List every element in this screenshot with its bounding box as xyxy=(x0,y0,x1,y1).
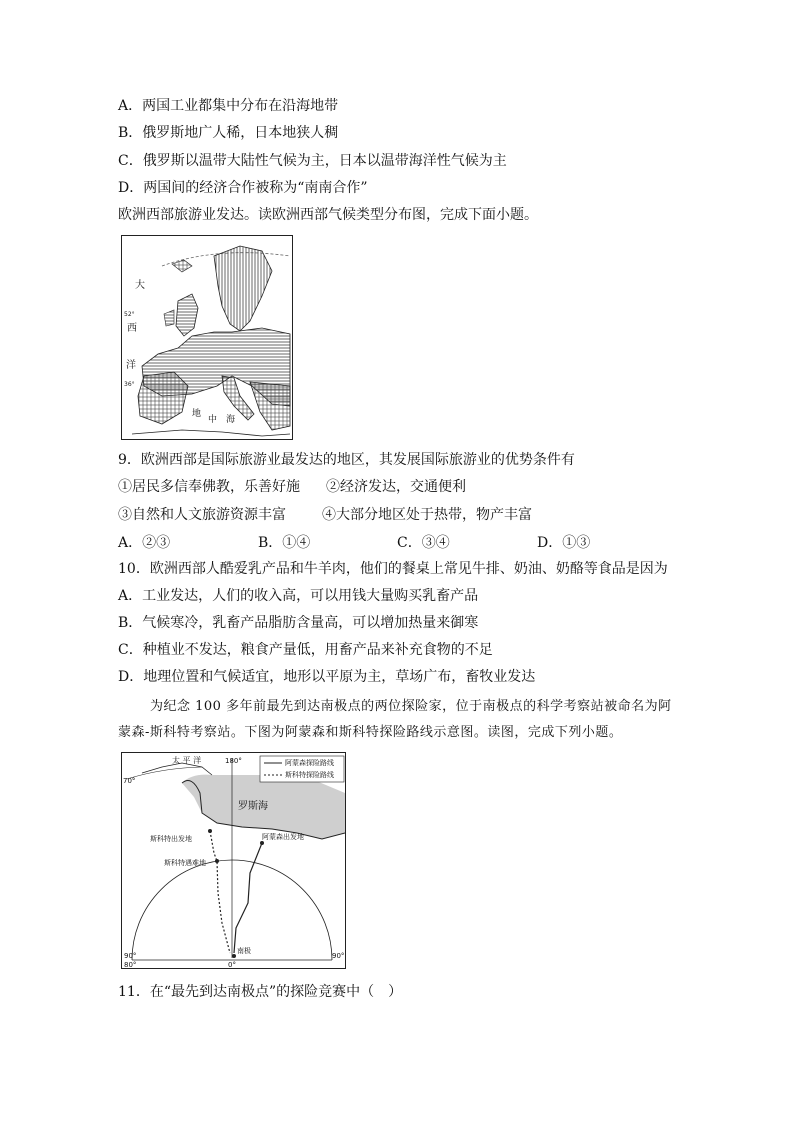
q9-item-4: ④大部分地区处于热带，物产丰富 xyxy=(322,507,532,523)
q9-choice-d: D．①③ xyxy=(537,535,591,551)
map2-lat-70: 70° xyxy=(123,777,136,785)
option-b: B．俄罗斯地广人稀，日本地狭人稠 xyxy=(118,125,339,141)
map2-ocean-label: 太 平 洋 xyxy=(172,756,202,765)
option-a: A．两国工业都集中分布在沿海地带 xyxy=(118,98,339,114)
q9-stem: 9．欧洲西部是国际旅游业最发达的地区，其发展国际旅游业的优势条件有 xyxy=(118,452,575,468)
q9-choice-a: A．②③ xyxy=(118,535,171,551)
antarctic-map-drawing xyxy=(122,753,345,968)
intro-antarctic-line1: 为纪念 100 多年前最先到达南极点的两位探险家，位于南极点的科学考察站被命名为阿 xyxy=(150,699,672,714)
q10-option-c: C．种植业不发达，粮食产量低，用畜产品来补充食物的不足 xyxy=(118,642,493,658)
intro-europe: 欧洲西部旅游业发达。读欧洲西部气候类型分布图，完成下面小题。 xyxy=(118,207,538,223)
map1-label-da: 大 xyxy=(135,280,145,291)
q10-option-a: A．工业发达，人们的收入高，可以用钱大量购买乳畜产品 xyxy=(118,588,479,604)
option-c: C．俄罗斯以温带大陆性气候为主，日本以温带海洋性气候为主 xyxy=(118,153,507,169)
map1-label-yang: 洋 xyxy=(126,360,136,371)
europe-climate-map xyxy=(121,235,293,440)
intro-antarctic-line2: 蒙森-斯科特考察站。下图为阿蒙森和斯科特探险路线示意图。读图，完成下列小题。 xyxy=(118,725,623,740)
q9-choice-c: C．③④ xyxy=(397,535,450,551)
q9-choice-b: B．①④ xyxy=(258,535,311,551)
map2-lon-90-left: 90° xyxy=(124,952,137,960)
europe-map-drawing xyxy=(122,236,292,439)
amundsen-start-label: 阿蒙森出发地 xyxy=(262,833,304,841)
scott-start-label: 斯科特出发地 xyxy=(150,835,192,843)
map1-label-hai: 海 xyxy=(226,415,236,425)
map2-lon-90-right: 90° xyxy=(332,952,345,960)
map1-lat-52: 52° xyxy=(124,311,135,318)
q11-stem: 11．在“最先到达南极点”的探险竞赛中（ ） xyxy=(118,984,403,1000)
q10-option-b: B．气候寒冷，乳畜产品脂肪含量高，可以增加热量来御寒 xyxy=(118,615,479,631)
legend-scott: 斯科特探险路线 xyxy=(285,771,334,779)
map2-lon-180: 180° xyxy=(225,757,242,765)
map2-lon-0: 0° xyxy=(228,961,236,968)
antarctic-route-map xyxy=(121,752,346,969)
map1-label-zhong: 中 xyxy=(208,415,218,425)
pole-label: 南极 xyxy=(237,947,251,955)
map2-lat-80: 80° xyxy=(124,961,137,968)
option-d: D．两国间的经济合作被称为“南南合作” xyxy=(118,180,368,196)
scott-death-label: 斯科特遇难地 xyxy=(164,859,206,867)
q9-item-2: ②经济发达，交通便利 xyxy=(326,479,466,495)
map1-lat-36: 36° xyxy=(124,381,135,388)
legend-amundsen: 阿蒙森探险路线 xyxy=(285,759,334,767)
map1-label-di: 地 xyxy=(192,409,202,419)
q9-item-3: ③自然和人文旅游资源丰富 xyxy=(118,507,286,523)
q9-item-1: ①居民多信奉佛教，乐善好施 xyxy=(118,479,300,495)
map2-sea-label: 罗斯海 xyxy=(238,801,268,812)
q10-option-d: D．地理位置和气候适宜，地形以平原为主，草场广布，畜牧业发达 xyxy=(118,669,536,685)
map1-label-xi: 西 xyxy=(127,323,137,334)
q10-stem: 10．欧洲西部人酷爱乳产品和牛羊肉，他们的餐桌上常见牛排、奶油、奶酪等食品是因为 xyxy=(118,561,668,577)
